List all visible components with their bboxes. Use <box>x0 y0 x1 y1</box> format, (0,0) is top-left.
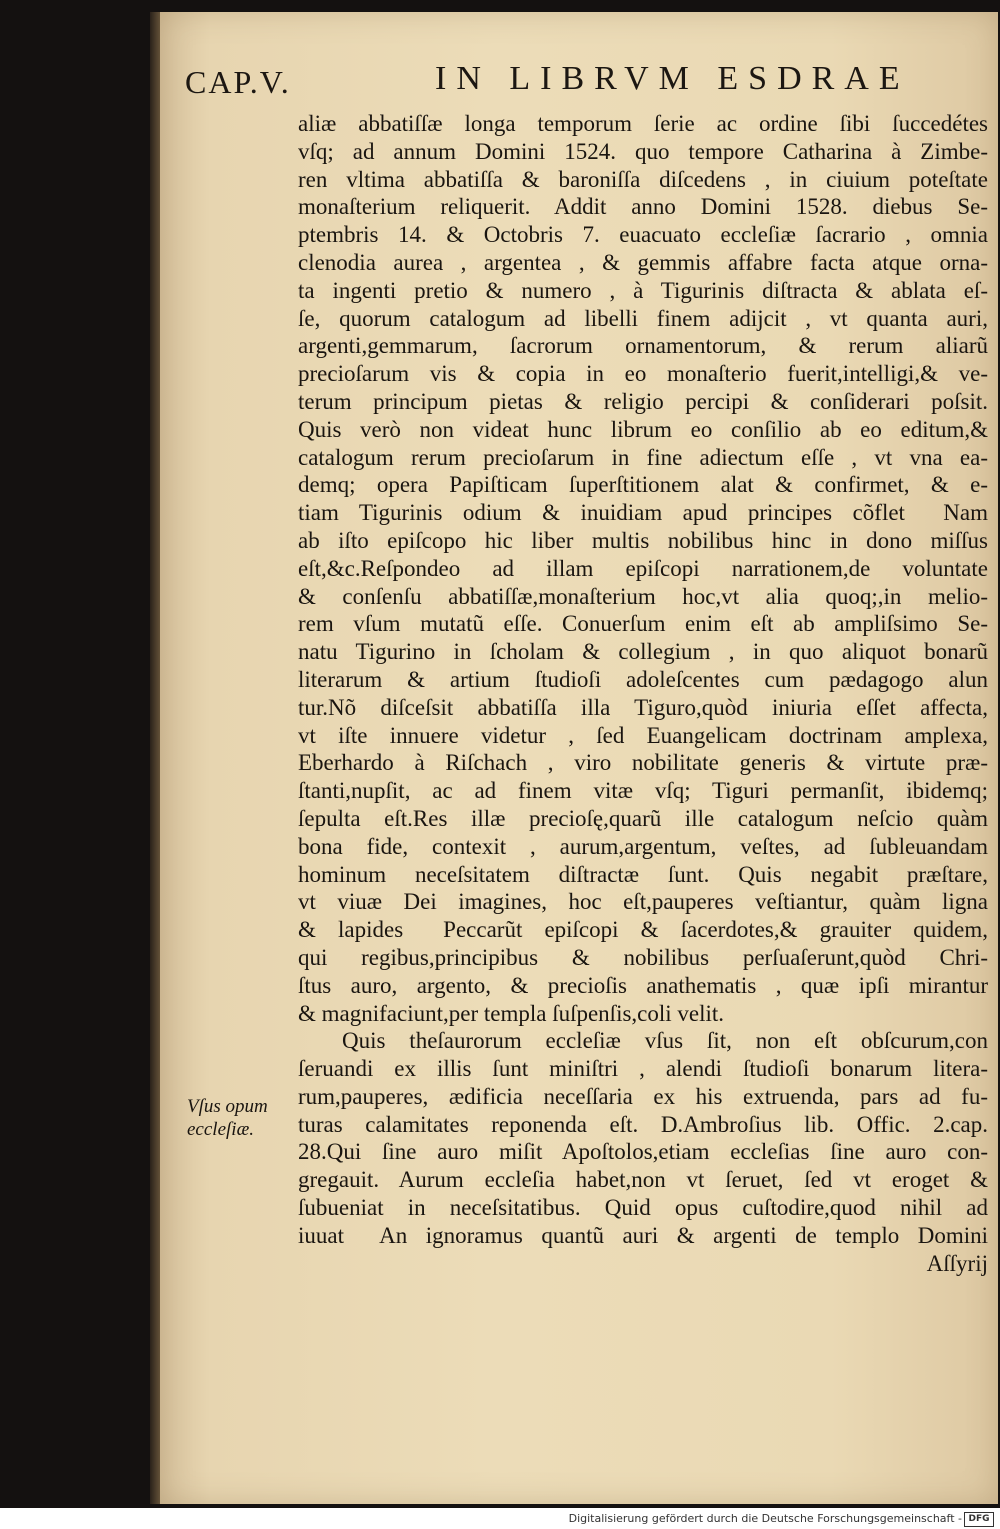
text-line: precioſarum vis & copia in eo monaſterio fuerit,intelligi,& ve- <box>298 361 988 387</box>
text-line: natu Tigurino in ſcholam & collegium , in quo aliquot bonarũ <box>298 639 988 665</box>
text-line: ſubueniat in neceſsitatibus. Quid opus cuſtodire,quod nihil ad <box>298 1195 988 1221</box>
text-line: tur.Nõ diſceſsit abbatiſſa illa Tiguro,quòd iniuria eſſet affecta, <box>298 694 988 720</box>
text-line: 28.Qui ſine auro miſit Apoſtolos,etiam eccleſias ſine auro con- <box>298 1139 988 1165</box>
footer-credit: Digitalisierung gefördert durch die Deutsche Forschungsgemeinschaft - <box>568 1512 962 1525</box>
text-line: literarum & artium ſtudioſi adoleſcentes cum pædagogo alun <box>298 666 988 692</box>
text-line: ren vltima abbatiſſa & baroniſſa diſcedens , in ciuium poteſtate <box>298 166 988 192</box>
running-title: IN LIBRVM ESDRAE <box>435 60 910 97</box>
chapter-label: CAP.V. <box>185 64 291 100</box>
text-line: turas calamitates reponenda eſt. D.Ambroſius lib. Offic. 2.cap. <box>298 1111 988 1137</box>
text-line: vt viuæ Dei imagines, hoc eſt,pauperes veſtiantur, quàm ligna <box>298 889 988 915</box>
text-line: ab iſto epiſcopo hic liber multis nobilibus hinc in dono miſſus <box>298 527 988 553</box>
text-line: qui regibus,principibus & nobilibus perſuaſerunt,quòd Chri- <box>298 944 988 970</box>
text-line: tiam Tigurinis odium & inuidiam apud principes cõfletᷣ Nam <box>298 500 988 526</box>
text-line: ſtanti,nupſit, ac ad finem vitæ vſq; Tiguri permanſit, ibidemq; <box>298 778 988 804</box>
text-line: rem vſum mutatũ eſſe. Conuerſum enim eſt ab ampliſsimo Se- <box>298 611 988 637</box>
marginal-note-line: eccleſiæ. <box>187 1119 254 1140</box>
text-line: bona fide, contexit , aurum,argentum, veſtes, ad ſubleuandam <box>298 833 988 859</box>
text-line: ſtus auro, argento, & precioſis anathematis , quæ ipſi mirantur <box>298 972 988 998</box>
text-line: ſeruandi ex illis ſunt miniſtri , alendi ſtudioſi bonarum litera- <box>298 1056 988 1082</box>
text-line: demq; opera Papiſticam ſuperſtitionem alat & confirmet, & e- <box>298 472 988 498</box>
text-line: & magnifaciunt,per templa ſuſpenſis,coli velit. <box>298 1000 725 1026</box>
text-line: ptembris 14. & Octobris 7. euacuato eccleſiæ ſacrario , omnia <box>298 222 988 248</box>
text-line: vſq; ad annum Domini 1524. quo tempore Catharina à Zimbe- <box>298 138 988 164</box>
text-line: Quis theſaurorum eccleſiæ vſus ſit, non eſt obſcurum,con <box>342 1028 988 1054</box>
text-line: gregauit. Aurum eccleſia habet,non vt ſeruet, ſed vt eroget & <box>298 1167 988 1193</box>
text-line: & lapidesᷣ Peccarũt epiſcopi & ſacerdotes,& grauiter quidem, <box>298 917 988 943</box>
text-line: ſepulta eſt.Res illæ precioſę,quarũ ille catalogum neſcio quàm <box>298 805 988 831</box>
text-line: eſt,&c.Reſpondeo ad illam epiſcopi narrationem,de voluntate <box>298 555 988 581</box>
text-line: rum,pauperes, ædificia neceſſaria ex his extruenda, pars ad fu- <box>298 1083 988 1109</box>
text-line: ta ingenti pretio & numero , à Tigurinis diſtracta & ablata eſ- <box>298 277 988 303</box>
text-line: iuuatᷣ An ignoramus quantũ auri & argenti de templo Domini <box>298 1222 988 1248</box>
footer-bar <box>0 1508 1000 1529</box>
text-line: catalogum rerum precioſarum in fine adiectum eſſe , vt vna ea- <box>298 444 988 470</box>
text-line: Aſſyrij <box>926 1250 988 1276</box>
text-line: aliæ abbatiſſæ longa temporum ſerie ac ordine ſibi ſuccedétes <box>298 111 988 136</box>
running-head <box>185 58 985 108</box>
text-line: Quis verò non videat hunc librum eo conſilio ab eo editum,& <box>298 416 988 442</box>
text-line: clenodia aurea , argentea , & gemmis affabre facta atque orna- <box>298 249 988 275</box>
text-line: Eberhardo à Riſchach , viro nobilitate generis & virtute præ- <box>298 750 988 776</box>
text-line: monaſterium reliquerit. Addit anno Domini 1528. diebus Se- <box>298 194 988 220</box>
text-line: hominum neceſsitatem diſtractæ ſunt. Quis negabit præſtare, <box>298 861 988 887</box>
text-line: vt iſte innuere videtur , ſed Euangelicam doctrinam amplexa, <box>298 722 988 748</box>
text-line: & conſenſu abbatiſſæ,monaſterium hoc,vt alia quoq;,in melio- <box>298 583 988 609</box>
text-line: argenti,gemmarum, ſacrorum ornamentorum, & rerum aliarũ <box>298 333 988 359</box>
marginal-note <box>187 1095 297 1141</box>
marginal-note-line: Vſus opum <box>187 1096 268 1117</box>
text-line: terum principum pietas & religio percipi & conſiderari poſsit. <box>298 388 988 414</box>
text-line: ſe, quorum catalogum ad libelli finem adijcit , vt quanta auri, <box>298 305 988 331</box>
dfg-logo-icon: DFG <box>964 1512 994 1527</box>
main-text <box>298 110 988 1277</box>
